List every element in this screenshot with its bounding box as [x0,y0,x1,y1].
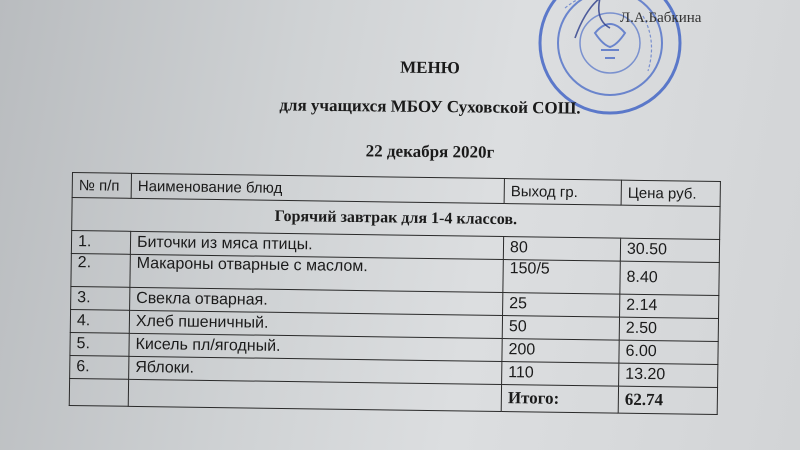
total-empty-cell [69,378,128,406]
menu-table-wrapper [68,172,800,450]
column-header-number: № п/п [72,173,131,199]
menu-title: МЕНЮ [400,57,460,78]
section-title: Горячий завтрак для 1-4 классов. [72,198,720,240]
menu-date: 22 декабря 2020г [365,141,495,162]
dish-name: Хлеб пшеничный. [129,310,502,338]
row-number: 1. [71,231,130,255]
total-empty-cell [128,379,501,411]
row-number: 2. [71,253,130,287]
dish-weight: 150/5 [503,260,620,295]
row-number: 3. [71,286,130,310]
dish-price: 2.50 [619,317,718,341]
dish-name: Макароны отварные с маслом. [130,254,503,292]
dish-weight: 80 [503,237,620,262]
dish-weight: 200 [502,339,619,364]
dish-price: 8.40 [620,261,719,295]
dish-name: Свекла отварная. [130,287,503,315]
menu-table [69,172,721,415]
row-number: 5. [70,332,129,356]
total-value: 62.74 [618,386,717,414]
column-header-weight: Выход гр. [504,179,621,206]
row-number: 6. [70,355,129,379]
dish-price: 6.00 [619,340,718,364]
dish-name: Биточки из мяса птицы. [130,231,503,259]
total-label: Итого: [501,385,618,414]
signer-name: Л.А.Бабкина [620,10,702,26]
dish-weight: 50 [502,316,619,341]
dish-name: Кисель пл/ягодный. [129,333,502,361]
row-number: 4. [70,309,129,333]
dish-weight: 25 [503,293,620,318]
column-header-price: Цена руб. [621,180,720,206]
dish-price: 13.20 [619,363,718,387]
dish-weight: 110 [502,362,619,387]
dish-name: Яблоки. [129,356,502,384]
column-header-dish: Наименование блюд [131,173,504,203]
dish-price: 30.50 [620,238,719,262]
menu-subtitle: для учащихся МБОУ Суховской СОШ. [279,95,581,118]
dish-price: 2.14 [620,294,719,318]
